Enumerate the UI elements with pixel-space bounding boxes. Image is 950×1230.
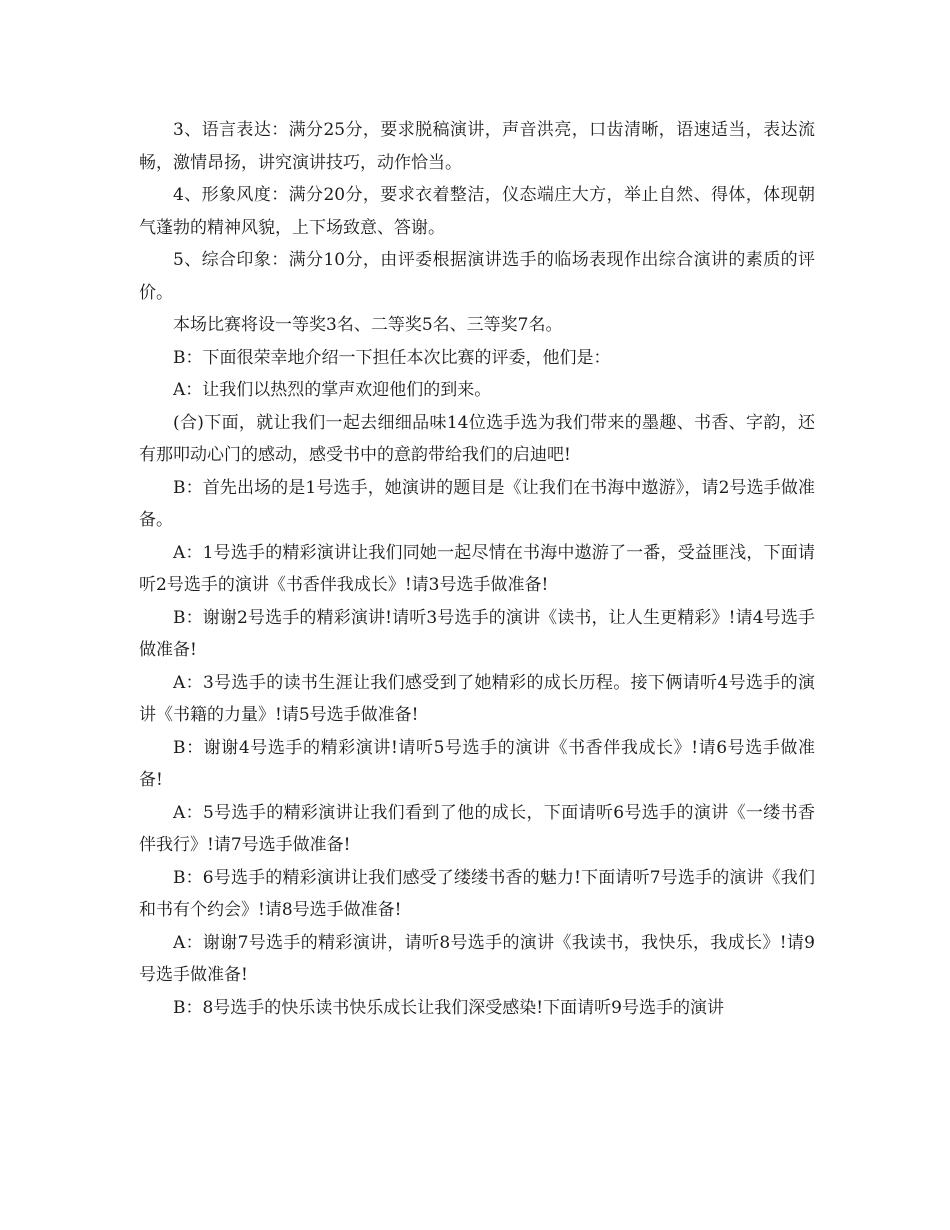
paragraph-criteria-language: 3、语言表达：满分25分，要求脱稿演讲，声音洪亮，口齿清晰，语速适当，表达流畅，激情昂扬，讲究演讲技巧，动作恰当。 <box>139 120 815 173</box>
paragraph-opening-together: (合)下面，就让我们一起去细细品味14位选手选为我们带来的墨趣、书香、字韵，还有那叩动心门的感动，感受书中的意韵带给我们的启迪吧! <box>139 412 815 465</box>
paragraph-criteria-appearance: 4、形象风度：满分20分，要求衣着整洁，仪态端庄大方，举止自然、得体，体现朝气蓬勃的精神风貌，上下场致意、答谢。 <box>139 185 815 238</box>
paragraph-contestant-8: A：谢谢7号选手的精彩演讲，请听8号选手的演讲《我读书，我快乐，我成长》!请9号选手做准备! <box>139 932 815 985</box>
document-body <box>139 114 815 1024</box>
paragraph-contestant-1: B：首先出场的是1号选手，她演讲的题目是《让我们在书海中遨游》，请2号选手做准备。 <box>139 477 815 530</box>
paragraph-criteria-impression: 5、综合印象：满分10分，由评委根据演讲选手的临场表现作出综合演讲的素质的评价。 <box>139 250 815 303</box>
paragraph-contestant-6: A：5号选手的精彩演讲让我们看到了他的成长，下面请听6号选手的演讲《一缕书香伴我行》!请7号选手做准备! <box>139 802 815 855</box>
paragraph-contestant-5: B：谢谢4号选手的精彩演讲!请听5号选手的演讲《书香伴我成长》!请6号选手做准备! <box>139 737 815 790</box>
paragraph-welcome: A：让我们以热烈的掌声欢迎他们的到来。 <box>173 380 492 400</box>
paragraph-contestant-7: B：6号选手的精彩演讲让我们感受了缕缕书香的魅力!下面请听7号选手的演讲《我们和书有个约会》!请8号选手做准备! <box>139 867 815 920</box>
paragraph-contestant-3: B：谢谢2号选手的精彩演讲!请听3号选手的演讲《读书，让人生更精彩》!请4号选手做准备! <box>139 607 815 660</box>
paragraph-contestant-2: A：1号选手的精彩演讲让我们同她一起尽情在书海中遨游了一番，受益匪浅，下面请听2号选手的演讲《书香伴我成长》!请3号选手做准备! <box>139 542 815 595</box>
paragraph-contestant-9: B：8号选手的快乐读书快乐成长让我们深受感染!下面请听9号选手的演讲 <box>173 997 724 1018</box>
paragraph-contestant-4: A：3号选手的读书生涯让我们感受到了她精彩的成长历程。接下俩请听4号选手的演讲《书籍的力量》!请5号选手做准备! <box>139 672 815 725</box>
paragraph-judges-intro: B：下面很荣幸地介绍一下担任本次比赛的评委，他们是： <box>173 347 611 368</box>
paragraph-awards: 本场比赛将设一等奖3名、二等奖5名、三等奖7名。 <box>173 315 563 335</box>
